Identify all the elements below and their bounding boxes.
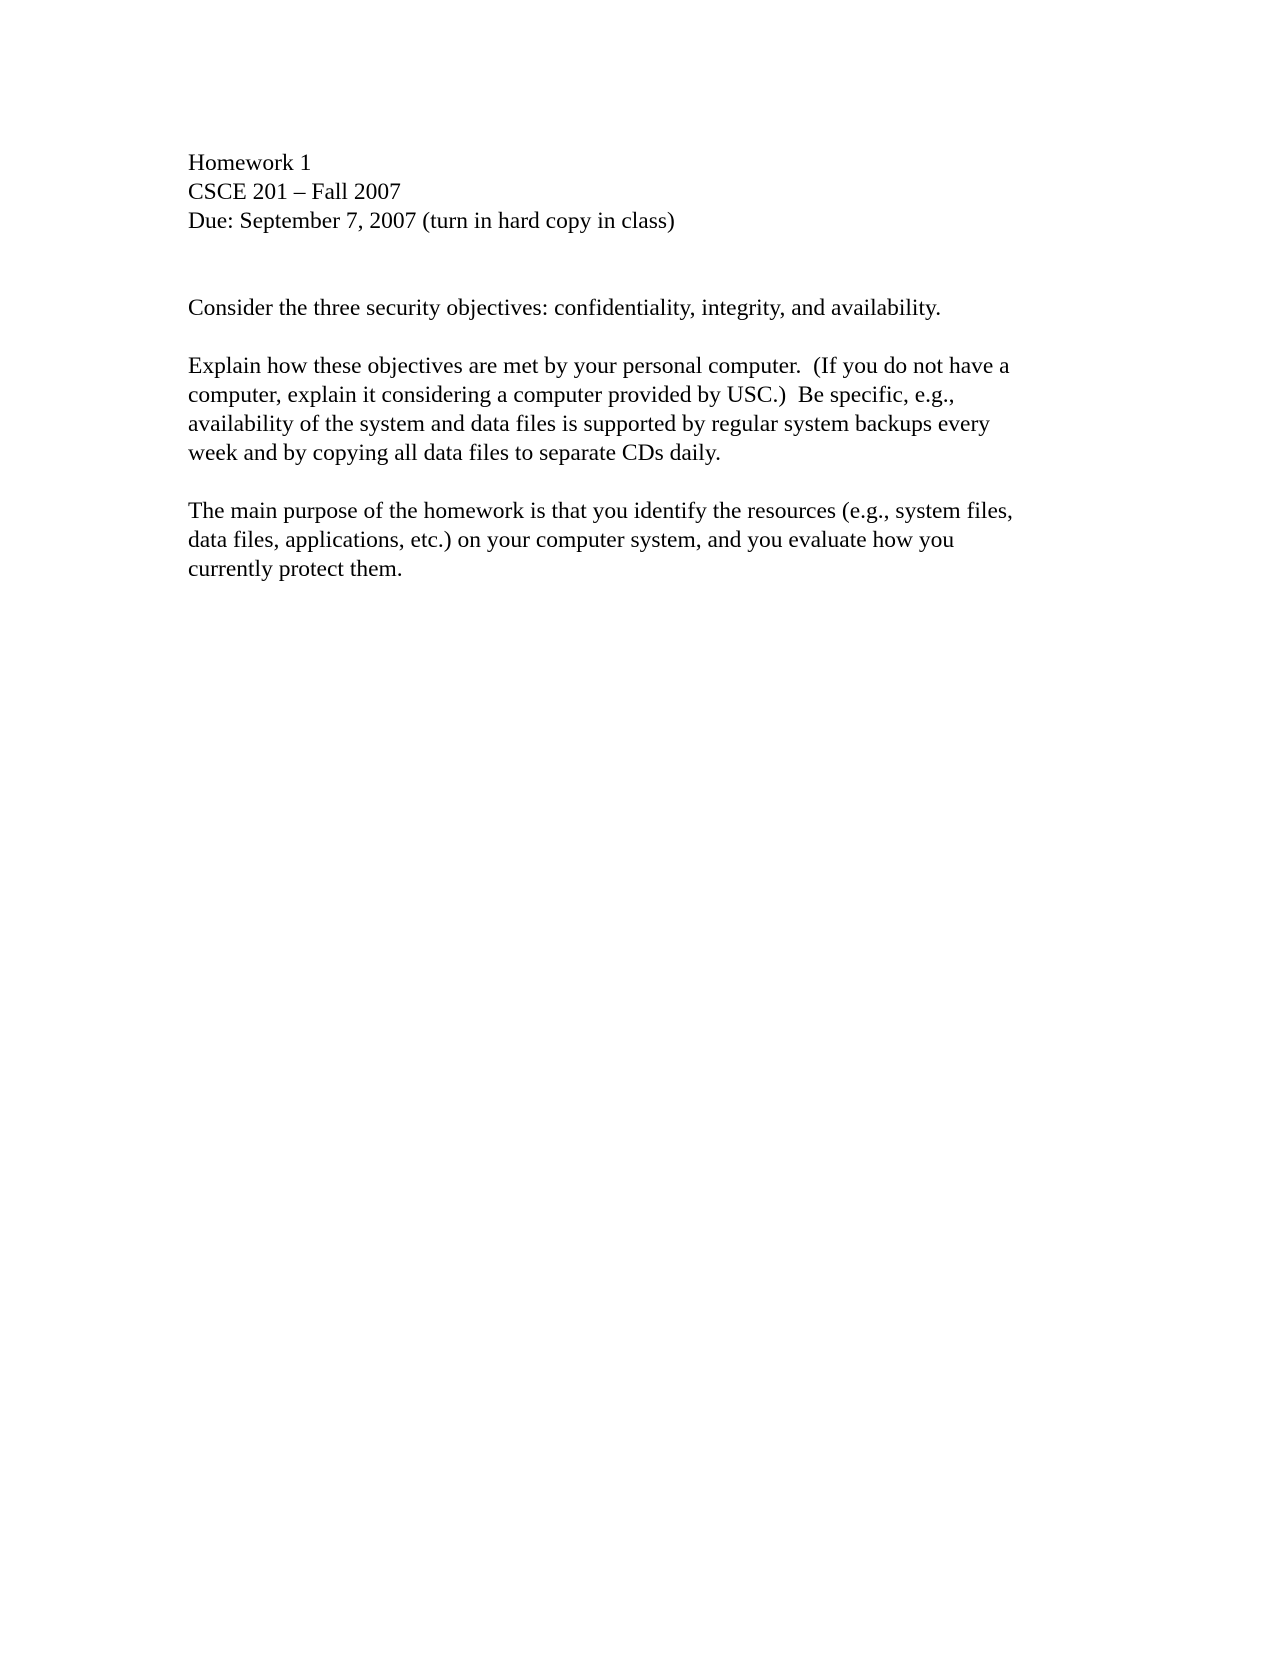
- document-body: [188, 149, 1088, 584]
- paragraph-line: computer, explain it considering a computer provided by USC.) Be specific, e.g.,: [188, 382, 955, 408]
- document-header: [188, 149, 1088, 236]
- paragraph-line: data files, applications, etc.) on your computer system, and you evaluate how you: [188, 527, 955, 553]
- paragraph-line: Explain how these objectives are met by your personal computer. (If you do not have a: [188, 353, 1010, 379]
- paragraph-line: The main purpose of the homework is that you identify the resources (e.g., system files,: [188, 498, 1013, 524]
- paragraph-line: currently protect them.: [188, 556, 403, 582]
- paragraph-line: availability of the system and data files is supported by regular system backups every: [188, 411, 991, 437]
- due-date-line: Due: September 7, 2007 (turn in hard copy in class): [188, 208, 675, 234]
- paragraph-explain: [188, 352, 1088, 468]
- paragraph-objectives: [188, 294, 1088, 323]
- paragraph-line: Consider the three security objectives: confidentiality, integrity, and availability.: [188, 295, 942, 321]
- paragraph-line: week and by copying all data files to separate CDs daily.: [188, 440, 721, 466]
- homework-title: Homework 1: [188, 150, 312, 176]
- paragraph-purpose: [188, 497, 1088, 584]
- course-line: CSCE 201 – Fall 2007: [188, 179, 401, 205]
